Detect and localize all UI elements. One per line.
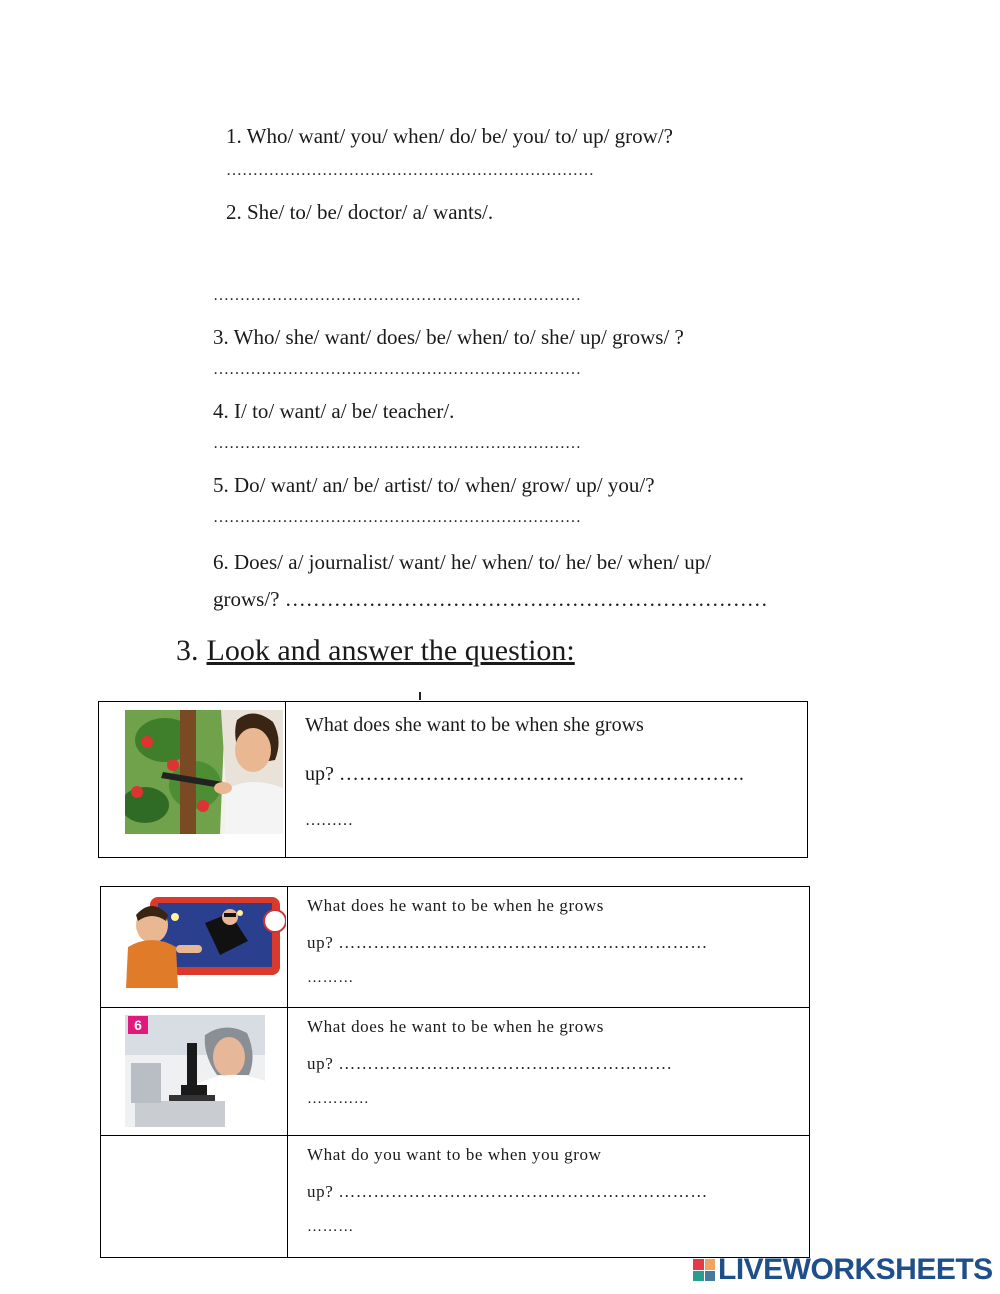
- number-badge: 6: [128, 1016, 148, 1034]
- stray-mark: [419, 692, 421, 700]
- answer-line[interactable]: up? …………………………………………………….: [305, 763, 744, 785]
- answer-line-continued[interactable]: …………: [307, 1091, 370, 1107]
- boy-superhero-image: [120, 893, 286, 988]
- question-6-line-2[interactable]: grows/? ……………………………………………………………: [213, 587, 768, 611]
- answer-line-1[interactable]: ……………………………………………………………: [226, 162, 594, 179]
- empty-image-cell: [101, 1136, 288, 1258]
- answer-line-continued[interactable]: ………: [307, 1219, 354, 1235]
- table-row: [101, 1136, 810, 1258]
- question-cell: [286, 702, 808, 858]
- question-6: 6. Does/ a/ journalist/ want/ he/ when/ to/ he/ be/ when/ up/: [213, 550, 712, 574]
- question-line: What does she want to be when she grows: [305, 714, 644, 736]
- brand-name: LIVEWORKSHEETS: [718, 1253, 993, 1286]
- answer-line[interactable]: up? ………………………………………………………: [307, 1182, 708, 1201]
- image-cell: [99, 702, 286, 858]
- section-title: [176, 634, 575, 668]
- answer-line[interactable]: up? …………………………………………………: [307, 1054, 673, 1073]
- logo-mark-icon: [693, 1259, 715, 1281]
- image-cell: [101, 1008, 288, 1136]
- question-line: What do you want to be when you grow: [307, 1145, 602, 1164]
- answer-line-4[interactable]: ……………………………………………………………: [213, 435, 581, 452]
- question-cell: [288, 1136, 810, 1258]
- answer-line[interactable]: up? ………………………………………………………: [307, 933, 708, 952]
- table-row: [101, 887, 810, 1008]
- question-line: What does he want to be when he grows: [307, 1017, 604, 1036]
- question-cell: [288, 1008, 810, 1136]
- answer-line-continued[interactable]: ………: [307, 970, 354, 986]
- question-line: What does he want to be when he grows: [307, 896, 604, 915]
- table-row: [101, 1008, 810, 1136]
- image-cell: [101, 887, 288, 1008]
- section-number: 3.: [176, 634, 199, 667]
- question-3: 3. Who/ she/ want/ does/ be/ when/ to/ she/ up/ grows/ ?: [213, 325, 684, 349]
- question-1: 1. Who/ want/ you/ when/ do/ be/ you/ to/ up/ grow/?: [226, 124, 673, 148]
- question-5: 5. Do/ want/ an/ be/ artist/ to/ when/ grow/ up/ you/?: [213, 473, 655, 497]
- liveworksheets-logo: [693, 1255, 993, 1285]
- question-cell: [288, 887, 810, 1008]
- question-4: 4. I/ to/ want/ a/ be/ teacher/.: [213, 399, 455, 423]
- table-row: [99, 702, 808, 858]
- girl-painting-image: [125, 710, 283, 834]
- section-label: Look and answer the question:: [206, 634, 575, 667]
- answer-table-1: [98, 701, 808, 858]
- answer-table-2: [100, 886, 810, 1258]
- answer-line-continued[interactable]: ………: [305, 812, 353, 829]
- answer-line-2[interactable]: ……………………………………………………………: [213, 287, 581, 304]
- answer-line-5[interactable]: ……………………………………………………………: [213, 509, 581, 526]
- question-2: 2. She/ to/ be/ doctor/ a/ wants/.: [226, 200, 494, 224]
- answer-line-3[interactable]: ……………………………………………………………: [213, 361, 581, 378]
